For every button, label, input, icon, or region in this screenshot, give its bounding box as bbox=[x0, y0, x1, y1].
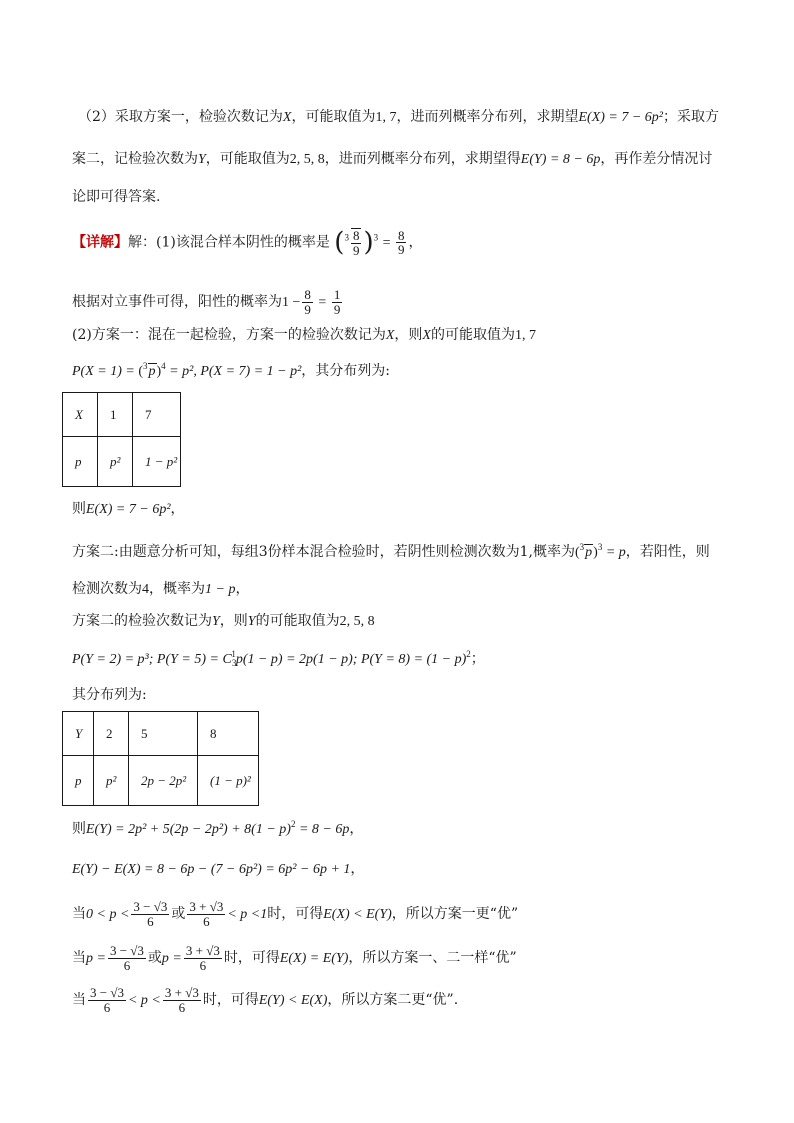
distribution-table-y bbox=[62, 711, 259, 806]
detail-line-2: 根据对立事件可得，阳性的概率为1 − $\frac{8}{9}$ = $\frac{1}{9}$ bbox=[72, 287, 341, 317]
table-cell: p² bbox=[94, 756, 129, 806]
table-cell: (1 − p)² bbox=[198, 756, 259, 806]
table-cell: Y bbox=[63, 712, 94, 756]
table-cell: 1 bbox=[98, 393, 133, 437]
table-cell: 1 − p² bbox=[133, 437, 181, 487]
plan2-line-4: P(Y = 2) = p³; $P(Y = 5) = C_3^1p(1 - p) = 2p(1 - p)$; $P(Y = 8) = (1 - p)^2$； bbox=[72, 649, 485, 668]
diff-line: E(Y) − E(X) = 8 − 6p − (7 − 6p²) = 6p² − 6p + 1， bbox=[72, 861, 365, 877]
detail-line-4: $P(X = 1) = (^3p)^4 = p^2$, P(X = 7) = 1 − p²，其分布列为: bbox=[72, 361, 391, 379]
case-line-1: 当0 < p < $\frac{3 - √3}{6}$ 或 $\frac{3 + √3}{6}$ < p <1时，可得E(X) < E(Y)，所以方案一更“优” bbox=[72, 899, 519, 929]
table-cell: 8 bbox=[198, 712, 259, 756]
plan2-line-3: 方案二的检验次数记为Y，则Y的可能取值为2, 5, 8 bbox=[72, 613, 375, 629]
hint-line-1: （2）采取方案一，检验次数记为X，可能取值为1, 7，进而列概率分布列，求期望E(X) = 7 − 6p²；采取方 bbox=[78, 109, 720, 125]
distribution-table-x bbox=[62, 392, 181, 487]
case-line-3: 当 $\frac{3 - √3}{6}$ < p < $\frac{3 + √3}{6}$ 时，可得E(Y) < E(X)，所以方案二更“优”. bbox=[72, 985, 459, 1015]
table-cell: 7 bbox=[133, 393, 181, 437]
plan2-line-1: 方案二:由题意分析可知，每组3份样本混合检验时，若阴性则检测次数为1,概率为$(^3p)^3 = p$，若阳性，则 bbox=[72, 542, 710, 560]
table-cell: X bbox=[63, 393, 98, 437]
plan2-line-5: 其分布列为: bbox=[72, 687, 147, 703]
detail-line-1: 【详解】解：(1)该混合样本阴性的概率是 ($^3$ $\frac{8}{9}$ )$^3$ = $\frac{8}{9}$ ， bbox=[72, 227, 423, 258]
table-cell: p² bbox=[98, 437, 133, 487]
hint-line-2: 案二，记检验次数为Y，可能取值为2, 5, 8，进而列概率分布列，求期望得E(Y) = 8 − 6p，再作差分情况讨 bbox=[72, 151, 713, 167]
ex-line: 则E(X) = 7 − 6p²， bbox=[72, 501, 185, 517]
table-cell: p bbox=[63, 756, 94, 806]
table-cell: 2 bbox=[94, 712, 129, 756]
detail-tag: 【详解】 bbox=[72, 234, 128, 251]
table-cell: p bbox=[63, 437, 98, 487]
table-cell: 2p − 2p² bbox=[129, 756, 198, 806]
hint-line-3: 论即可得答案. bbox=[72, 189, 161, 205]
plan2-line-2: 检测次数为4，概率为1 − p， bbox=[72, 581, 250, 597]
ey-line: 则$E(Y) = 2p^2 + 5(2p - 2p^2) + 8(1 - p)^2 = 8 - 6p$， bbox=[72, 819, 364, 837]
case-line-2: 当p = $\frac{3 - √3}{6}$ 或p = $\frac{3 + √3}{6}$ 时，可得E(X) = E(Y)，所以方案一、二一样“优” bbox=[72, 943, 517, 973]
table-cell: 5 bbox=[129, 712, 198, 756]
detail-line-3: (2)方案一：混在一起检验，方案一的检验次数记为X，则X的可能取值为1, 7 bbox=[72, 327, 536, 343]
